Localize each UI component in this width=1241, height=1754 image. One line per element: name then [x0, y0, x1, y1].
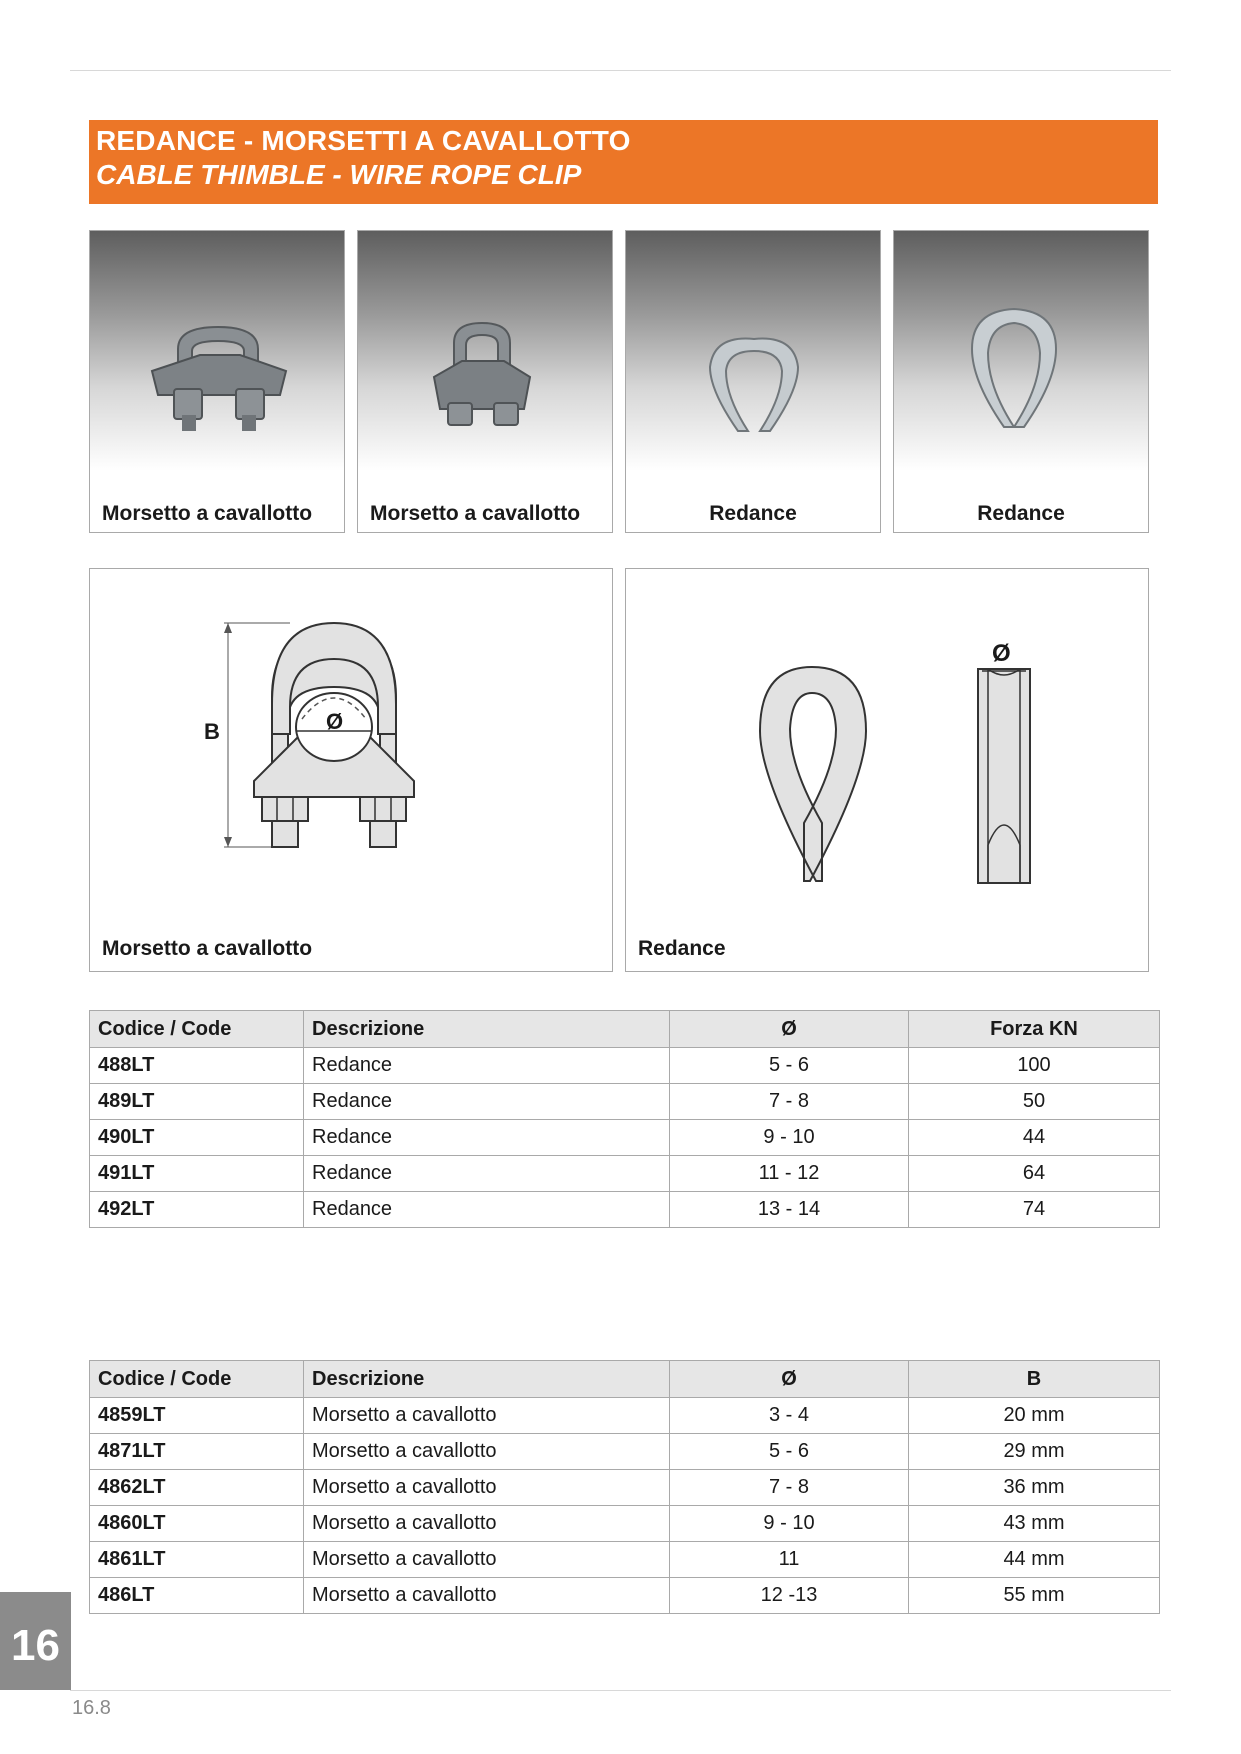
cell-b: 36 mm: [909, 1470, 1160, 1506]
cell-description: Morsetto a cavallotto: [304, 1470, 670, 1506]
cell-force: 100: [909, 1048, 1160, 1084]
cell-description: Redance: [304, 1192, 670, 1228]
diameter-label: Ø: [992, 640, 1011, 667]
table-row: [90, 1192, 1160, 1228]
photo-card-thimble-2: [893, 230, 1149, 533]
cell-b: 43 mm: [909, 1506, 1160, 1542]
bottom-rule: [70, 1690, 1171, 1691]
cell-description: Morsetto a cavallotto: [304, 1506, 670, 1542]
cell-force: 44: [909, 1120, 1160, 1156]
cable-thimble-photo: [626, 231, 880, 471]
cell-diameter: 11 - 12: [670, 1156, 909, 1192]
table-row: [90, 1398, 1160, 1434]
header-force: Forza KN: [909, 1011, 1160, 1048]
photo-caption: Morsetto a cavallotto: [370, 502, 581, 525]
wire-rope-clip-photo: [90, 231, 344, 471]
cell-b: 44 mm: [909, 1542, 1160, 1578]
photo-card-clip-1: [89, 230, 345, 533]
cell-description: Morsetto a cavallotto: [304, 1578, 670, 1614]
thimble-technical-drawing: [626, 569, 1150, 909]
page-number: 16.8: [72, 1697, 111, 1719]
cell-force: 50: [909, 1084, 1160, 1120]
cell-diameter: 5 - 6: [670, 1048, 909, 1084]
cell-b: 55 mm: [909, 1578, 1160, 1614]
cell-code: 4860LT: [90, 1506, 304, 1542]
cell-b: 20 mm: [909, 1398, 1160, 1434]
wire-rope-clip-photo: [358, 231, 612, 471]
cell-diameter: 12 -13: [670, 1578, 909, 1614]
cell-description: Morsetto a cavallotto: [304, 1542, 670, 1578]
thimble-drawing-panel: [625, 568, 1149, 972]
header-code: Codice / Code: [90, 1361, 304, 1398]
cell-diameter: 9 - 10: [670, 1120, 909, 1156]
cell-code: 4862LT: [90, 1470, 304, 1506]
table-header-row: [90, 1011, 1160, 1048]
cell-diameter: 3 - 4: [670, 1398, 909, 1434]
cell-code: 486LT: [90, 1578, 304, 1614]
photo-card-thimble-1: [625, 230, 881, 533]
title-italian: REDANCE - MORSETTI A CAVALLOTTO: [96, 125, 631, 156]
cell-diameter: 11: [670, 1542, 909, 1578]
top-rule: [70, 70, 1171, 71]
cell-diameter: 9 - 10: [670, 1506, 909, 1542]
cell-description: Morsetto a cavallotto: [304, 1434, 670, 1470]
header-code: Codice / Code: [90, 1011, 304, 1048]
clip-spec-table: [89, 1360, 1160, 1614]
table-row: [90, 1156, 1160, 1192]
cell-code: 4859LT: [90, 1398, 304, 1434]
title-english: CABLE THIMBLE - WIRE ROPE CLIP: [96, 159, 582, 190]
cell-description: Redance: [304, 1120, 670, 1156]
cell-code: 491LT: [90, 1156, 304, 1192]
thimble-spec-table: [89, 1010, 1160, 1228]
section-tab: 16: [0, 1592, 71, 1690]
cell-diameter: 5 - 6: [670, 1434, 909, 1470]
table-header-row: [90, 1361, 1160, 1398]
table-row: [90, 1506, 1160, 1542]
table-row: [90, 1578, 1160, 1614]
drawing-caption: Redance: [638, 937, 726, 960]
section-title-banner: [89, 120, 1158, 204]
table-row: [90, 1120, 1160, 1156]
diameter-label: Ø: [326, 709, 344, 734]
clip-drawing-panel: [89, 568, 613, 972]
cable-thimble-photo: [894, 231, 1148, 471]
clip-technical-drawing: [90, 569, 614, 909]
photo-card-clip-2: [357, 230, 613, 533]
cell-diameter: 13 - 14: [670, 1192, 909, 1228]
header-diameter: Ø: [670, 1361, 909, 1398]
cell-code: 490LT: [90, 1120, 304, 1156]
cell-force: 64: [909, 1156, 1160, 1192]
cell-code: 4871LT: [90, 1434, 304, 1470]
header-diameter: Ø: [670, 1011, 909, 1048]
table-row: [90, 1434, 1160, 1470]
cell-description: Morsetto a cavallotto: [304, 1398, 670, 1434]
cell-description: Redance: [304, 1156, 670, 1192]
table-row: [90, 1048, 1160, 1084]
drawing-caption: Morsetto a cavallotto: [102, 937, 313, 960]
table-row: [90, 1470, 1160, 1506]
cell-description: Redance: [304, 1084, 670, 1120]
header-description: Descrizione: [304, 1011, 670, 1048]
cell-code: 4861LT: [90, 1542, 304, 1578]
cell-force: 74: [909, 1192, 1160, 1228]
photo-caption: Redance: [709, 502, 797, 525]
header-b: B: [909, 1361, 1160, 1398]
cell-diameter: 7 - 8: [670, 1470, 909, 1506]
cell-code: 488LT: [90, 1048, 304, 1084]
photo-caption: Morsetto a cavallotto: [102, 502, 313, 525]
table-row: [90, 1084, 1160, 1120]
cell-description: Redance: [304, 1048, 670, 1084]
header-description: Descrizione: [304, 1361, 670, 1398]
dimension-b-label: B: [204, 719, 220, 744]
photo-caption: Redance: [977, 502, 1065, 525]
cell-diameter: 7 - 8: [670, 1084, 909, 1120]
cell-code: 492LT: [90, 1192, 304, 1228]
cell-code: 489LT: [90, 1084, 304, 1120]
cell-b: 29 mm: [909, 1434, 1160, 1470]
table-row: [90, 1542, 1160, 1578]
